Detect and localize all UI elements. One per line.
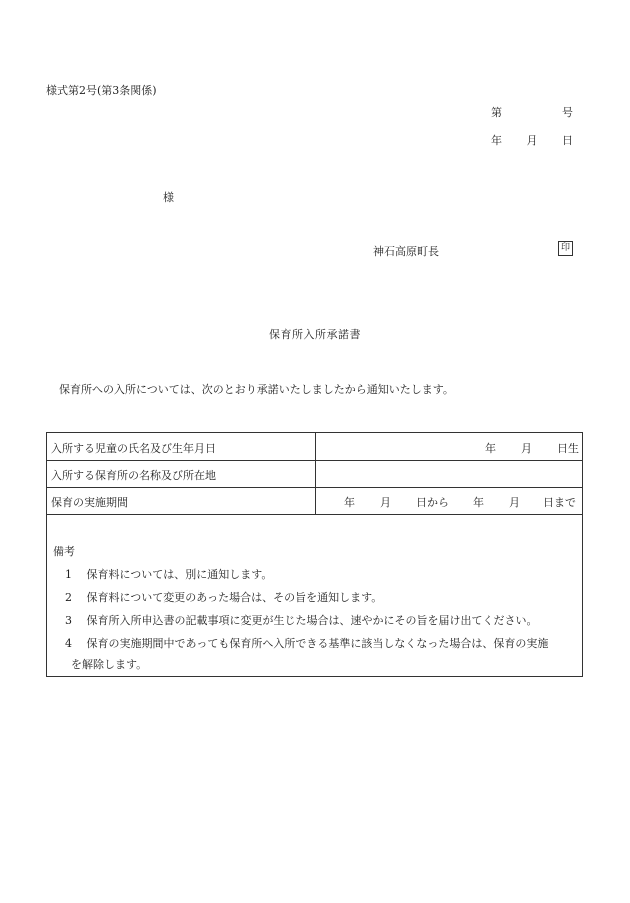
date-year: 年 [491,134,502,147]
seal-mark: 印 [558,241,573,256]
from-year: 年 [344,496,355,509]
note-item [65,566,272,582]
note-text: 保育所入所申込書の記載事項に変更が生じた場合は、速やかにその旨を届け出てください。 [86,614,538,627]
to-year: 年 [473,496,484,509]
date-month: 月 [526,134,538,147]
note-item [65,589,382,605]
addressee-honorific: 様 [163,191,174,204]
from-month: 月 [380,496,391,509]
child-label: 入所する児童の氏名及び生年月日 [51,442,216,455]
document-number [491,104,573,120]
note-text-continuation: を解除します。 [71,658,148,671]
approval-table [46,432,583,677]
nursery-label: 入所する保育所の名称及び所在地 [51,469,216,482]
note-item [65,635,548,651]
from-day: 日から [416,496,449,509]
note-number: 1 [65,568,72,581]
note-text: 保育料については、別に通知します。 [86,568,273,581]
birth-year: 年 [485,442,496,455]
birth-day: 日生 [557,442,579,455]
note-item [65,612,538,628]
table-row-child [47,433,582,461]
date-day: 日 [562,134,573,147]
to-day: 日まで [543,496,576,509]
period-label: 保育の実施期間 [51,496,128,509]
note-number: 4 [65,637,72,650]
doc-no-prefix: 第 [491,106,502,119]
note-number: 3 [65,614,72,627]
birth-month: 月 [521,442,532,455]
note-text: 保育料について変更のあった場合は、その旨を通知します。 [86,591,383,604]
to-month: 月 [509,496,520,509]
note-number: 2 [65,591,72,604]
doc-no-suffix: 号 [562,106,573,119]
table-row-nursery [47,460,582,488]
document-title: 保育所入所承諾書 [269,328,361,341]
notes-heading: 備考 [53,545,75,558]
table-row-period [47,487,582,515]
form-number: 様式第2号(第3条関係) [46,84,157,97]
body-text: 保育所への入所については、次のとおり承諾いたしましたから通知いたします。 [59,383,454,396]
note-text: 保育の実施期間中であっても保育所へ入所できる基準に該当しなくなった場合は、保育の実施 [86,637,549,650]
issuer-title: 神石高原町長 [373,245,439,258]
document-date [491,132,573,148]
